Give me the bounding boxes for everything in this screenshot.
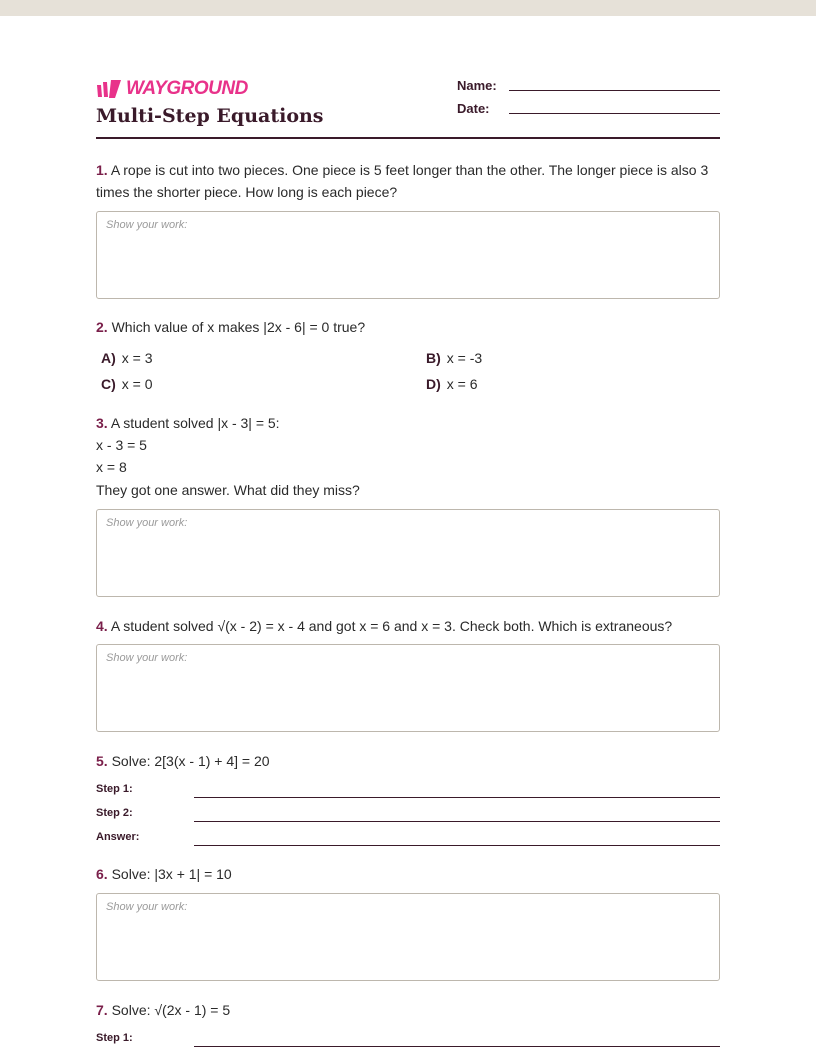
choice-text: x = 3 bbox=[121, 350, 153, 366]
choice-letter: A) bbox=[101, 350, 116, 366]
step-1-label: Step 1: bbox=[96, 1032, 133, 1044]
header-divider bbox=[96, 137, 720, 139]
work-box-q1[interactable] bbox=[96, 211, 720, 299]
question-3 bbox=[96, 412, 720, 501]
question-7 bbox=[96, 999, 720, 1021]
question-text: Solve: 2[3(x - 1) + 4] = 20 bbox=[111, 753, 270, 769]
question-text: A rope is cut into two pieces. One piece is 5 feet longer than the other. The longer piece is also 3 times the shorter piece. How long is each piece? bbox=[96, 162, 709, 200]
work-box-q6[interactable] bbox=[96, 893, 720, 981]
date-label: Date: bbox=[457, 101, 490, 116]
question-number: 6. bbox=[96, 866, 108, 882]
work-box-q3[interactable] bbox=[96, 509, 720, 597]
work-hint: Show your work: bbox=[106, 901, 188, 913]
name-label: Name: bbox=[457, 78, 497, 93]
step-2-answer-line[interactable] bbox=[194, 821, 720, 822]
worksheet-page bbox=[96, 0, 720, 1056]
name-field-line[interactable] bbox=[509, 90, 720, 91]
date-field-line[interactable] bbox=[509, 113, 720, 114]
work-hint: Show your work: bbox=[106, 219, 188, 231]
choice-d[interactable] bbox=[426, 374, 478, 394]
choice-c[interactable] bbox=[101, 374, 153, 394]
wayground-logo-icon bbox=[96, 79, 122, 99]
question-prompt: They got one answer. What did they miss? bbox=[96, 482, 360, 498]
brand-logo bbox=[96, 79, 248, 99]
question-number: 3. bbox=[96, 415, 108, 431]
step-1-label: Step 1: bbox=[96, 783, 133, 795]
question-number: 2. bbox=[96, 319, 108, 335]
choice-letter: B) bbox=[426, 350, 441, 366]
question-text: Solve: |3x + 1| = 10 bbox=[111, 866, 232, 882]
question-number: 7. bbox=[96, 1002, 108, 1018]
choice-text: x = -3 bbox=[446, 350, 483, 366]
step-1-answer-line[interactable] bbox=[194, 797, 720, 798]
choice-text: x = 0 bbox=[121, 376, 153, 392]
choice-letter: D) bbox=[426, 376, 441, 392]
question-1 bbox=[96, 159, 720, 203]
choice-a[interactable] bbox=[101, 348, 153, 368]
choice-letter: C) bbox=[101, 376, 116, 392]
question-number: 5. bbox=[96, 753, 108, 769]
question-5 bbox=[96, 750, 720, 772]
work-box-q4[interactable] bbox=[96, 644, 720, 732]
final-answer-line[interactable] bbox=[194, 845, 720, 846]
work-hint: Show your work: bbox=[106, 652, 188, 664]
step-2-label: Step 2: bbox=[96, 807, 133, 819]
brand-name: WAYGROUND bbox=[126, 78, 248, 99]
choice-b[interactable] bbox=[426, 348, 482, 368]
question-6 bbox=[96, 863, 720, 885]
choice-text: x = 6 bbox=[446, 376, 478, 392]
question-text: A student solved |x - 3| = 5: bbox=[110, 415, 280, 431]
step-1-answer-line[interactable] bbox=[194, 1046, 720, 1047]
worksheet-title: Multi-Step Equations bbox=[96, 105, 324, 127]
question-text: A student solved √(x - 2) = x - 4 and got x = 6 and x = 3. Check both. Which is extraneous? bbox=[110, 618, 673, 634]
question-work-line: x - 3 = 5 bbox=[96, 437, 147, 453]
question-text: Solve: √(2x - 1) = 5 bbox=[111, 1002, 231, 1018]
question-work-line: x = 8 bbox=[96, 459, 127, 475]
work-hint: Show your work: bbox=[106, 517, 188, 529]
answer-label: Answer: bbox=[96, 831, 140, 843]
question-4 bbox=[96, 615, 720, 637]
question-number: 4. bbox=[96, 618, 108, 634]
question-text: Which value of x makes |2x - 6| = 0 true? bbox=[111, 319, 366, 335]
question-number: 1. bbox=[96, 162, 108, 178]
question-2 bbox=[96, 316, 720, 338]
